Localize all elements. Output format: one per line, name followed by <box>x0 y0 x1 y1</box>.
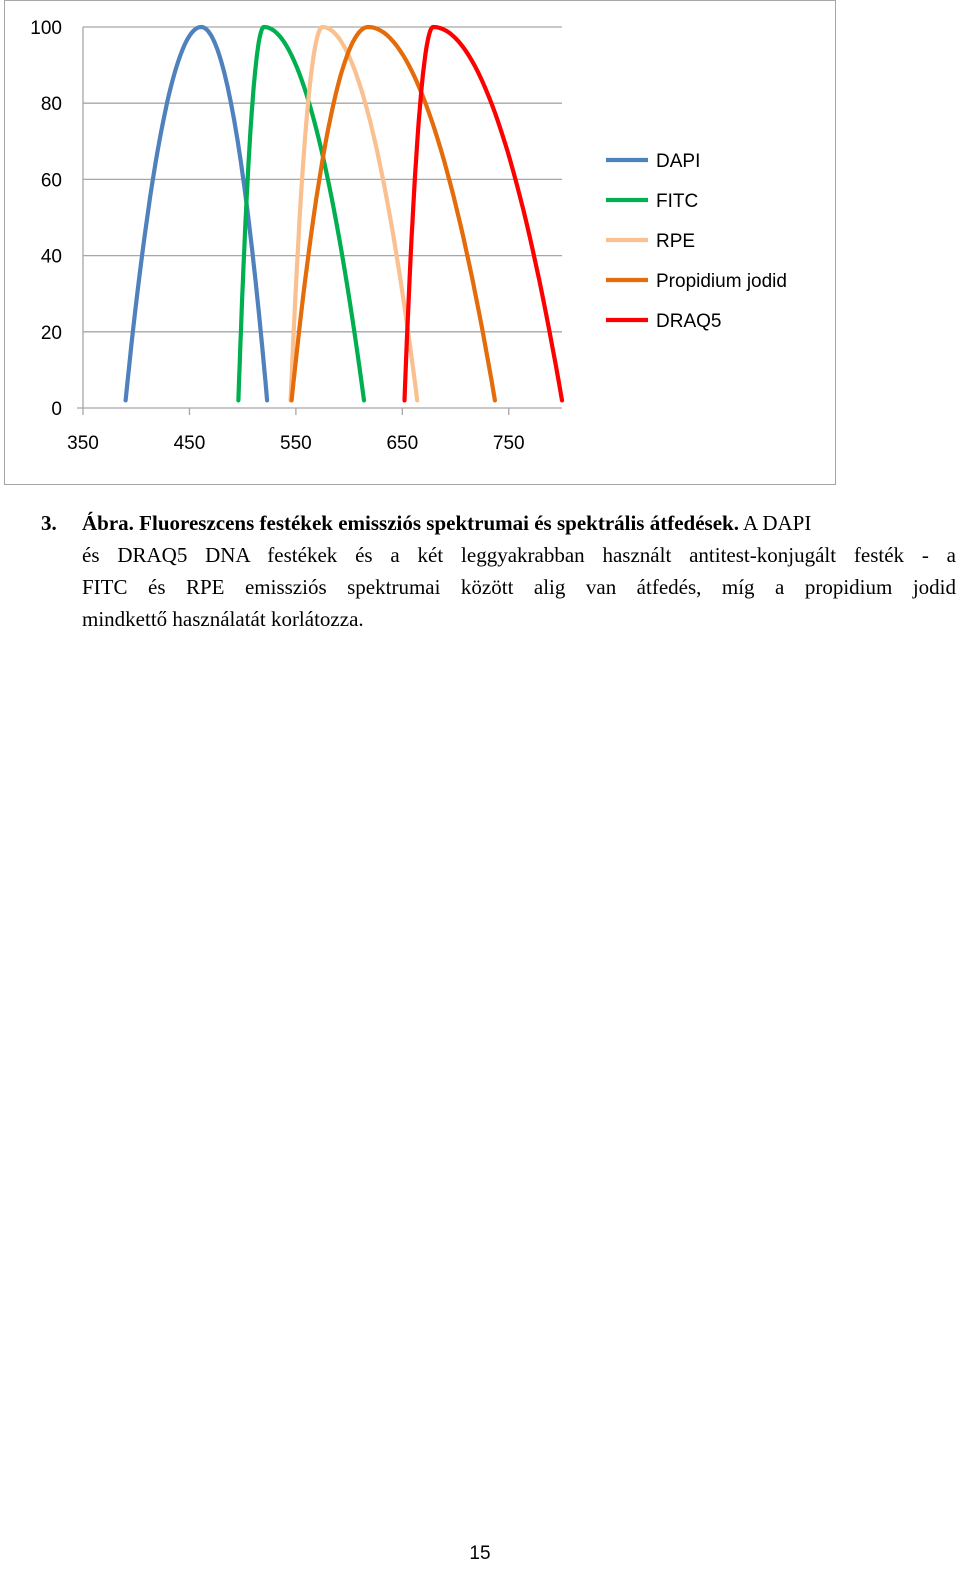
legend <box>606 151 787 332</box>
series-line-propidium-jodid <box>292 27 495 400</box>
page-number: 15 <box>469 1543 491 1564</box>
x-tick-label: 750 <box>492 433 525 454</box>
x-tick-label: 450 <box>173 433 206 454</box>
emission-spectra-chart <box>0 0 960 490</box>
caption-line <box>41 507 811 539</box>
series-line-rpe <box>291 27 418 400</box>
legend-label: RPE <box>656 231 696 252</box>
y-tick-label: 40 <box>40 246 62 268</box>
caption-line: FITC és RPE emissziós spektrumai között alig van átfedés, míg a propidium jodid <box>82 575 956 599</box>
figure-number: 3. <box>41 511 57 535</box>
caption-text: A DAPI <box>738 511 812 535</box>
y-tick-label: 20 <box>40 322 62 344</box>
y-tick-label: 60 <box>40 170 62 192</box>
series-lines <box>126 27 562 400</box>
y-tick-label: 80 <box>40 94 62 116</box>
figure-title: Ábra. Fluoreszcens festékek emissziós spektrumai és spektrális átfedések. <box>82 511 739 535</box>
legend-label: DRAQ5 <box>656 311 722 332</box>
y-tick-label: 100 <box>30 18 62 39</box>
x-tick-label: 650 <box>386 433 419 454</box>
x-tick-label: 550 <box>280 433 312 454</box>
y-tick-label: 0 <box>51 399 62 420</box>
legend-label: DAPI <box>656 151 701 172</box>
caption-line: és DRAQ5 DNA festékek és a két leggyakrabban használt antitest-konjugált festék - a <box>82 543 956 567</box>
caption-line: mindkettő használatát korlátozza. <box>82 607 364 631</box>
legend-label: FITC <box>656 191 699 212</box>
legend-label: Propidium jodid <box>656 271 787 292</box>
x-tick-label: 350 <box>67 433 99 454</box>
